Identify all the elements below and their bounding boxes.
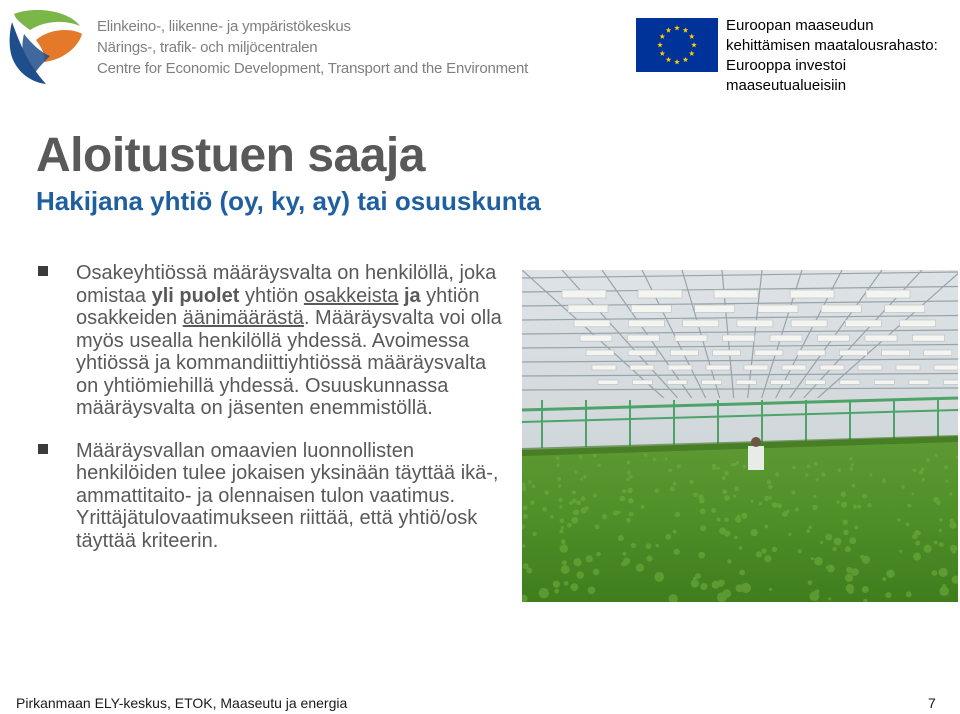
- bullet1-emphasis-majority: yli puolet: [151, 284, 240, 307]
- eu-flag-icon: [636, 18, 718, 72]
- bullet1-underline-shares: osakkeista: [303, 284, 399, 307]
- bullet1-underline-votes: äänimäärästä: [182, 307, 304, 329]
- ely-name: [97, 16, 528, 79]
- bullet1-text-3: yhtiön osakkeiden: [76, 284, 480, 329]
- bullet1-text-2: yhtiön: [239, 284, 304, 307]
- bullet1-text-1: Osakeyhtiössä määräysvalta on henkilöllä, joka omistaa: [76, 262, 497, 307]
- footer-organization: Pirkanmaan ELY-keskus, ETOK, Maaseutu ja energia: [16, 695, 348, 711]
- slide-title: Aloitustuen saaja: [36, 129, 425, 182]
- page-number: 7: [928, 695, 936, 711]
- ely-line-en: Centre for Economic Development, Transport and the Environment: [97, 60, 529, 77]
- eu-fund-name: [726, 16, 960, 96]
- eu-line-2: kehittämisen maatalousrahasto:: [726, 37, 938, 54]
- square-bullet-icon: [38, 266, 48, 276]
- bullet1-emphasis-and: ja: [403, 284, 421, 307]
- bullet-item-requirements: [36, 440, 506, 553]
- greenhouse-photo: [522, 270, 958, 602]
- eu-line-3: Eurooppa investoi maaseutualueisiin: [726, 57, 847, 94]
- bullet-list: [36, 262, 506, 552]
- slide-subtitle: Hakijana yhtiö (oy, ky, ay) tai osuuskunta: [36, 186, 541, 216]
- ely-line-fi: Elinkeino-, liikenne- ja ympäristökeskus: [97, 18, 351, 35]
- bullet-item-control: [36, 262, 506, 420]
- ely-logo-icon: [6, 4, 86, 86]
- eu-line-1: Euroopan maaseudun: [726, 17, 874, 34]
- header: [0, 0, 960, 92]
- square-bullet-icon: [38, 444, 48, 454]
- bullet2-text: Määräysvallan omaavien luonnollisten henkilöiden tulee jokaisen yksinään täyttää ikä-, ammattitaito- ja olennaisen tulon vaatimus. Yrittäjätulovaatimukseen riittää, että yhtiö/osk täyttää kriteerin.: [76, 439, 499, 552]
- ely-line-sv: Närings-, trafik- och miljöcentralen: [97, 39, 318, 56]
- bullet1-text-4: . Määräysvalta voi olla myös usealla henkilöllä yhdessä. Avoimessa yhtiössä ja kommandiittiyhtiössä määräysvalta on yhtiömiehillä yhdessä. Osuuskunnassa määräysvalta on jäsenten enemmistöllä.: [76, 307, 502, 419]
